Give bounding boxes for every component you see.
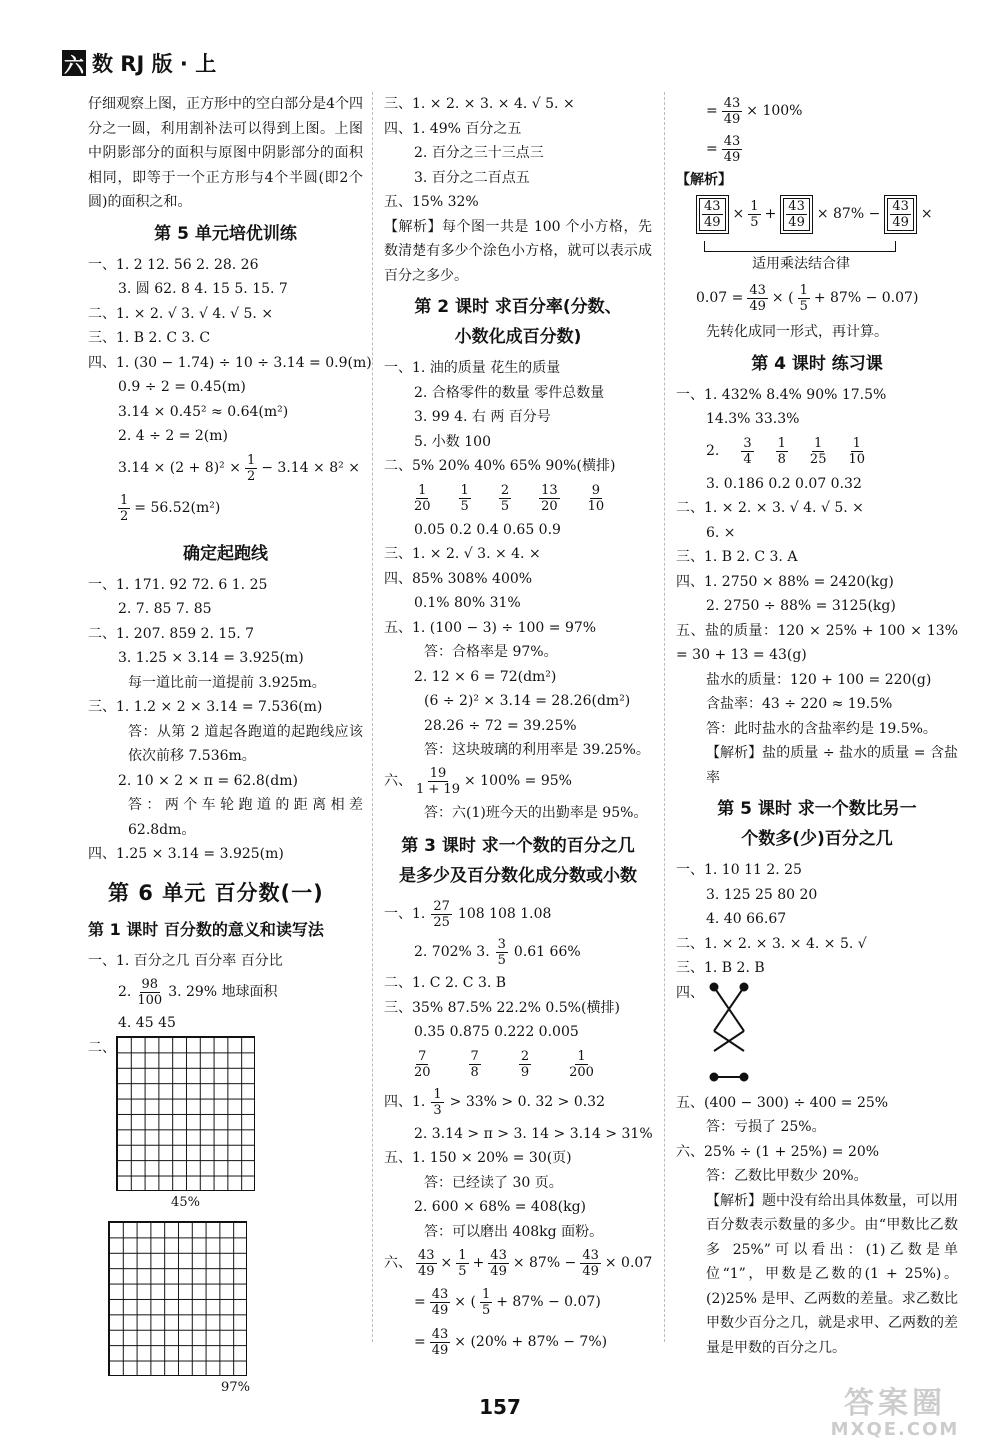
fraction: 3 5: [497, 936, 506, 968]
fraction: 1 5: [460, 482, 469, 514]
answer-line: 答：此时盐水的含盐率约是 19.5%。: [706, 720, 937, 737]
answer-line: 三、1. B 2. C 3. A: [676, 549, 798, 565]
answer-line: 答：已经读了 30 页。: [424, 1174, 563, 1191]
answer-line: 五、1. (100 − 3) ÷ 100 = 97%: [384, 619, 597, 636]
fraction: $\frac{19}{1 + 19}$: [416, 766, 460, 797]
answer-line: 0.35 0.875 0.222 0.005: [414, 1024, 579, 1040]
fraction: $\frac{43}{49}$: [490, 1247, 507, 1279]
answer-line: 2. 3.14 > π > 3. 14 > 3.14 > 31%: [414, 1125, 653, 1142]
answer-line: [88, 449, 363, 489]
answer-line: 一、1. 2 12. 56 2. 28. 26: [88, 256, 259, 273]
bracket-caption: 适用乘法结合律: [752, 255, 850, 272]
answer-line: 四、1. (30 − 1.74) ÷ 10 ÷ 3.14 = 0.9(m): [88, 354, 372, 371]
answer-line: 六、 $\frac{43}{49}$ × $\frac{1}{5}$ + $\frac{43}{49}$ × 87% − $\frac{43}{49}$ × 0.07: [384, 1247, 653, 1279]
fraction: 13 20: [541, 482, 558, 514]
analysis-text: 【解析】每个图一共是 100 个小方格，先数清楚有多少个涂色小方格，就可以表示成百分之多少。: [384, 218, 652, 284]
answer-line: 0.07 = $\frac{43}{49}$ × ( 1 5 + 87% − 0.07): [696, 282, 919, 314]
answer-line: 三、1. × 2. × 3. × 4. √ 5. ×: [384, 96, 575, 112]
answer-line: 答：这块玻璃的利用率是 39.25%。: [424, 742, 650, 758]
fraction: 1 3: [433, 1087, 442, 1118]
answer-line: 3. 0.186 0.2 0.07 0.32: [706, 475, 862, 492]
answer-line: 含盐率：43 ÷ 220 ≈ 19.5%: [706, 696, 893, 712]
grid-caption: 45%: [171, 1194, 200, 1210]
boxed-fraction: 43 49: [696, 195, 729, 234]
answer-line: 五、15% 32%: [384, 194, 479, 210]
answer-line: 2. 百分之三十三点三: [414, 145, 544, 161]
answer-line: 一、1. 171. 92 72. 6 1. 25: [88, 576, 268, 593]
answer-line: 28.26 ÷ 72 = 39.25%: [424, 717, 577, 734]
lesson-title: 个数多(少)百分之几: [741, 829, 893, 849]
analysis-label: 【解析】: [676, 172, 732, 188]
grid-answer: [108, 1221, 363, 1401]
fraction: 1 5: [481, 1286, 491, 1318]
answer-line: 一、1. 27 25 108 108 1.08: [384, 898, 552, 930]
boxed-fraction: 43 49: [780, 195, 813, 234]
answer-line: 四、1.25 × 3.14 = 3.925(m): [88, 846, 284, 862]
answer-line: 5. 小数 100: [414, 433, 491, 450]
boxed-equation: 43 49 × $\frac{1}{5}$ + 43 49 × 87% − 43 49 ×: [676, 193, 958, 237]
fraction-row: [384, 483, 652, 514]
answer-line: 2. 600 × 68% = 408(kg): [414, 1199, 586, 1215]
answer-line: = $\frac{43}{49}$: [706, 133, 741, 165]
answer-line: 三、1. × 2. √ 3. × 4. ×: [384, 546, 541, 562]
fraction: 1 8: [777, 436, 786, 467]
answer-line: 二、1. × 2. × 3. √ 4. √ 5. ×: [676, 500, 864, 516]
equation-text: 3.14 × (2 + 8)² ×: [118, 460, 241, 477]
answer-line: 3. 99 4. 右 两 百分号: [414, 409, 551, 425]
answer-line: 二、1. × 2. √ 3. √ 4. √ 5. ×: [88, 305, 274, 322]
lesson-title: 第 3 课时 求一个数的百分之几: [401, 836, 635, 856]
watermark-text: 答案圈: [844, 1386, 946, 1421]
answer-line: 14.3% 33.3%: [706, 411, 800, 427]
column-middle: [384, 92, 652, 1362]
fraction-row: [384, 1049, 652, 1080]
answer-line: 一、1. 油的质量 花生的质量: [384, 360, 561, 376]
answer-line: 盐水的质量：120 + 100 = 220(g): [706, 671, 932, 688]
answer-line: 2. 702% 3. 3 5 0.61 66%: [414, 936, 581, 968]
fraction: $\frac{1}{5}$: [750, 199, 759, 230]
answer-line: 二、1. × 2. × 3. × 4. × 5. √: [676, 935, 867, 952]
answer-line: 三、1. 1.2 × 2 × 3.14 = 7.536(m): [88, 699, 323, 715]
fraction: $\frac{1}{2}$: [120, 493, 129, 524]
fraction: 27 25: [433, 898, 450, 930]
analysis-text: 【解析】题中没有给出具体数量，可以用百分数表示数量的多少。由“甲数比乙数多 25%”可以看出：(1)乙数是单位“1”，甲数是乙数的(1 + 25%)。(2)25% 是甲、乙两数的差量。求乙数比甲数少百分之几，就是求甲、乙两数的差量是甲数的百分之几。: [706, 1192, 958, 1356]
answer-line: 2. 12 × 6 = 72(dm²): [414, 668, 557, 685]
answer-line: 4. 40 66.67: [706, 911, 787, 927]
lesson-title: 第 2 课时 求百分率(分数、: [414, 297, 622, 317]
answer-line: 2. 10 × 2 × π = 62.8(dm): [118, 772, 298, 789]
section-title: 第 5 单元培优训练: [154, 223, 297, 244]
answer-line: = $\frac{43}{49}$ × (20% + 87% − 7%): [414, 1326, 608, 1358]
answer-line: 二、1. C 2. C 3. B: [384, 975, 507, 991]
lesson-title: 第 5 课时 求一个数比另一: [717, 799, 917, 819]
answer-line: 一、1. 10 11 2. 25: [676, 862, 802, 878]
fraction: $\frac{43}{49}$: [582, 1247, 599, 1279]
answer-line: 答：两个车轮跑道的距离相差 62.8dm。: [128, 797, 363, 838]
answer-line: 二、1. 207. 859 2. 15. 7: [88, 625, 255, 642]
answer-line: 六、 $\frac{19}{1 + 19}$ × 100% = 95%: [384, 766, 572, 797]
fraction: 1 200: [569, 1048, 594, 1080]
answer-line: 答：六(1)班今天的出勤率是 95%。: [424, 804, 648, 821]
unit-title: 第 6 单元 百分数(一): [108, 880, 324, 905]
answer-line: 三、1. B 2. B: [676, 960, 765, 976]
fraction: $\frac{43}{49}$: [431, 1286, 449, 1318]
fraction: 9 10: [587, 482, 605, 514]
page-number: 157: [479, 1395, 521, 1419]
column-right: [676, 92, 958, 1360]
answer-line: 3. 百分之二百点五: [414, 169, 530, 186]
fraction: 7 8: [470, 1048, 479, 1080]
answer-line: 2. 7. 85 7. 85: [118, 601, 212, 617]
answer-line: 0.05 0.2 0.4 0.65 0.9: [414, 521, 561, 538]
column-divider: [664, 92, 665, 1342]
fraction: 1 25: [809, 436, 827, 467]
matching-lines-diagram: [704, 981, 764, 1086]
column-left: [88, 92, 372, 1401]
grid-caption: 97%: [221, 1380, 250, 1395]
answer-line: = $\frac{43}{49}$ × 100%: [706, 95, 803, 127]
answer-line: (6 ÷ 2)² × 3.14 = 28.26(dm²): [424, 693, 631, 709]
answer-line: 2. 4 ÷ 2 = 2(m): [118, 428, 228, 444]
fraction: 98 100: [137, 976, 163, 1008]
watermark-url: MXQE.COM: [830, 1419, 960, 1440]
answer-line: 六、25% ÷ (1 + 25%) = 20%: [676, 1143, 880, 1160]
answer-line: 2. 合格零件的数量 零件总数量: [414, 384, 605, 401]
fraction: 1 5: [799, 282, 808, 314]
column-divider: [372, 92, 373, 1342]
note: 先转化成同一形式，再计算。: [706, 324, 888, 340]
lesson-title: 是多少及百分数化成分数或小数: [399, 866, 637, 886]
watermark-logo: [800, 1388, 990, 1444]
lesson-title: 第 1 课时 百分数的意义和读写法: [88, 919, 324, 939]
answer-line: 每一道比前一道提前 3.925m。: [128, 674, 326, 691]
fraction: $\frac{43}{49}$: [723, 133, 741, 165]
hundred-grid-97: [108, 1221, 247, 1376]
answer-line: 3. 1.25 × 3.14 = 3.925(m): [118, 650, 304, 666]
fraction: 1 20: [414, 482, 431, 514]
fraction: $\frac{43}{49}$: [723, 95, 741, 127]
fraction: 7 20: [414, 1048, 431, 1080]
intro-paragraph: 仔细观察上图，正方形中的空白部分是4个四分之一圆，利用割补法可以得到上图。上图中阴影部分的面积与原图中阴影部分的面积相同，即等于一个正方形与4个半圆(即2个圆)的面积之和。: [88, 96, 363, 210]
answer-line: 0.9 ÷ 2 = 0.45(m): [118, 379, 246, 395]
fraction: $\frac{1}{5}$: [458, 1247, 467, 1279]
fraction: $\frac{43}{49}$: [431, 1326, 449, 1358]
answer-line: 四、1. 1 3 > 33% > 0. 32 > 0.32: [384, 1087, 605, 1118]
answer-line: 四、1. 2750 × 88% = 2420(kg): [676, 573, 894, 590]
answer-line: 五、(400 − 300) ÷ 400 = 25%: [676, 1094, 889, 1111]
answer-line: 2. 2750 ÷ 88% = 3125(kg): [706, 598, 896, 614]
answer-line: 3. 125 25 80 20: [706, 886, 818, 903]
fraction: $\frac{43}{49}$: [749, 282, 766, 314]
answer-line: 三、35% 87.5% 22.2% 0.5%(横排): [384, 999, 620, 1016]
answer-line: [88, 489, 363, 529]
answer-line: 三、1. B 2. C 3. C: [88, 330, 211, 346]
equation-text: = 56.52(m²): [134, 500, 221, 517]
answer-line: 0.1% 80% 31%: [414, 595, 521, 611]
answer-line: 答：可以磨出 408kg 面粉。: [424, 1223, 604, 1240]
answer-line: 答：乙数比甲数少 20%。: [706, 1168, 868, 1184]
answer-line: 2. 98 100 3. 29% 地球面积: [118, 976, 278, 1008]
answer-line: 6. ×: [706, 524, 736, 541]
answer-line: 四、1. 49% 百分之五: [384, 120, 522, 137]
answer-line: 答：合格率是 97%。: [424, 644, 558, 660]
book-title: 数 RJ 版 · 上: [92, 52, 217, 76]
analysis-text: 【解析】盐的质量 ÷ 盐水的质量 = 含盐率: [706, 745, 958, 786]
fraction: 3 4: [743, 436, 752, 467]
answer-line: 一、1. 百分之几 百分率 百分比: [88, 952, 283, 969]
fraction: 2 9: [520, 1048, 530, 1080]
answer-line: 五、1. 150 × 20% = 30(页): [384, 1150, 572, 1166]
page-header: [62, 48, 216, 78]
answer-line: 2. 3 4 1 8 1 25 1 10: [706, 436, 866, 467]
grade-badge: 六: [62, 50, 86, 76]
section-title: 确定起跑线: [183, 543, 268, 564]
fraction: 1 10: [848, 436, 866, 467]
answer-line: 答：亏损了 25%。: [706, 1119, 826, 1135]
fraction: $\frac{1}{2}$: [246, 453, 256, 484]
lesson-title: 第 4 课时 练习课: [751, 353, 883, 374]
equation-text: − 3.14 × 8² ×: [261, 460, 360, 477]
lesson-title: 小数化成百分数): [454, 327, 582, 347]
fraction: 2 5: [500, 482, 510, 514]
grid-answer: 二、 45%: [88, 1036, 363, 1216]
matching-answer: 四、: [676, 981, 958, 1091]
answer-line: 二、5% 20% 40% 65% 90%(横排): [384, 458, 616, 474]
fraction: $\frac{43}{49}$: [418, 1247, 435, 1279]
answer-line: 四、85% 308% 400%: [384, 570, 533, 587]
answer-line: 3.14 × 0.45² ≈ 0.64(m²): [118, 403, 289, 420]
bracket: [704, 241, 896, 252]
answer-line: 3. 圆 62. 8 4. 15 5. 15. 7: [118, 281, 288, 297]
answer-line: 五、盐的质量：120 × 25% + 100 × 13% = 30 + 13 = 43(g): [676, 622, 958, 663]
answer-line: 答：从第 2 道起各跑道的起跑线应该依次前移 7.536m。: [128, 723, 363, 764]
answer-line: 一、1. 432% 8.4% 90% 17.5%: [676, 386, 887, 403]
answer-line: 4. 45 45: [118, 1015, 176, 1031]
boxed-fraction: 43 49: [884, 195, 917, 234]
hundred-grid-45: [116, 1036, 255, 1191]
answer-line: = $\frac{43}{49}$ × ( 1 5 + 87% − 0.07): [414, 1286, 601, 1318]
